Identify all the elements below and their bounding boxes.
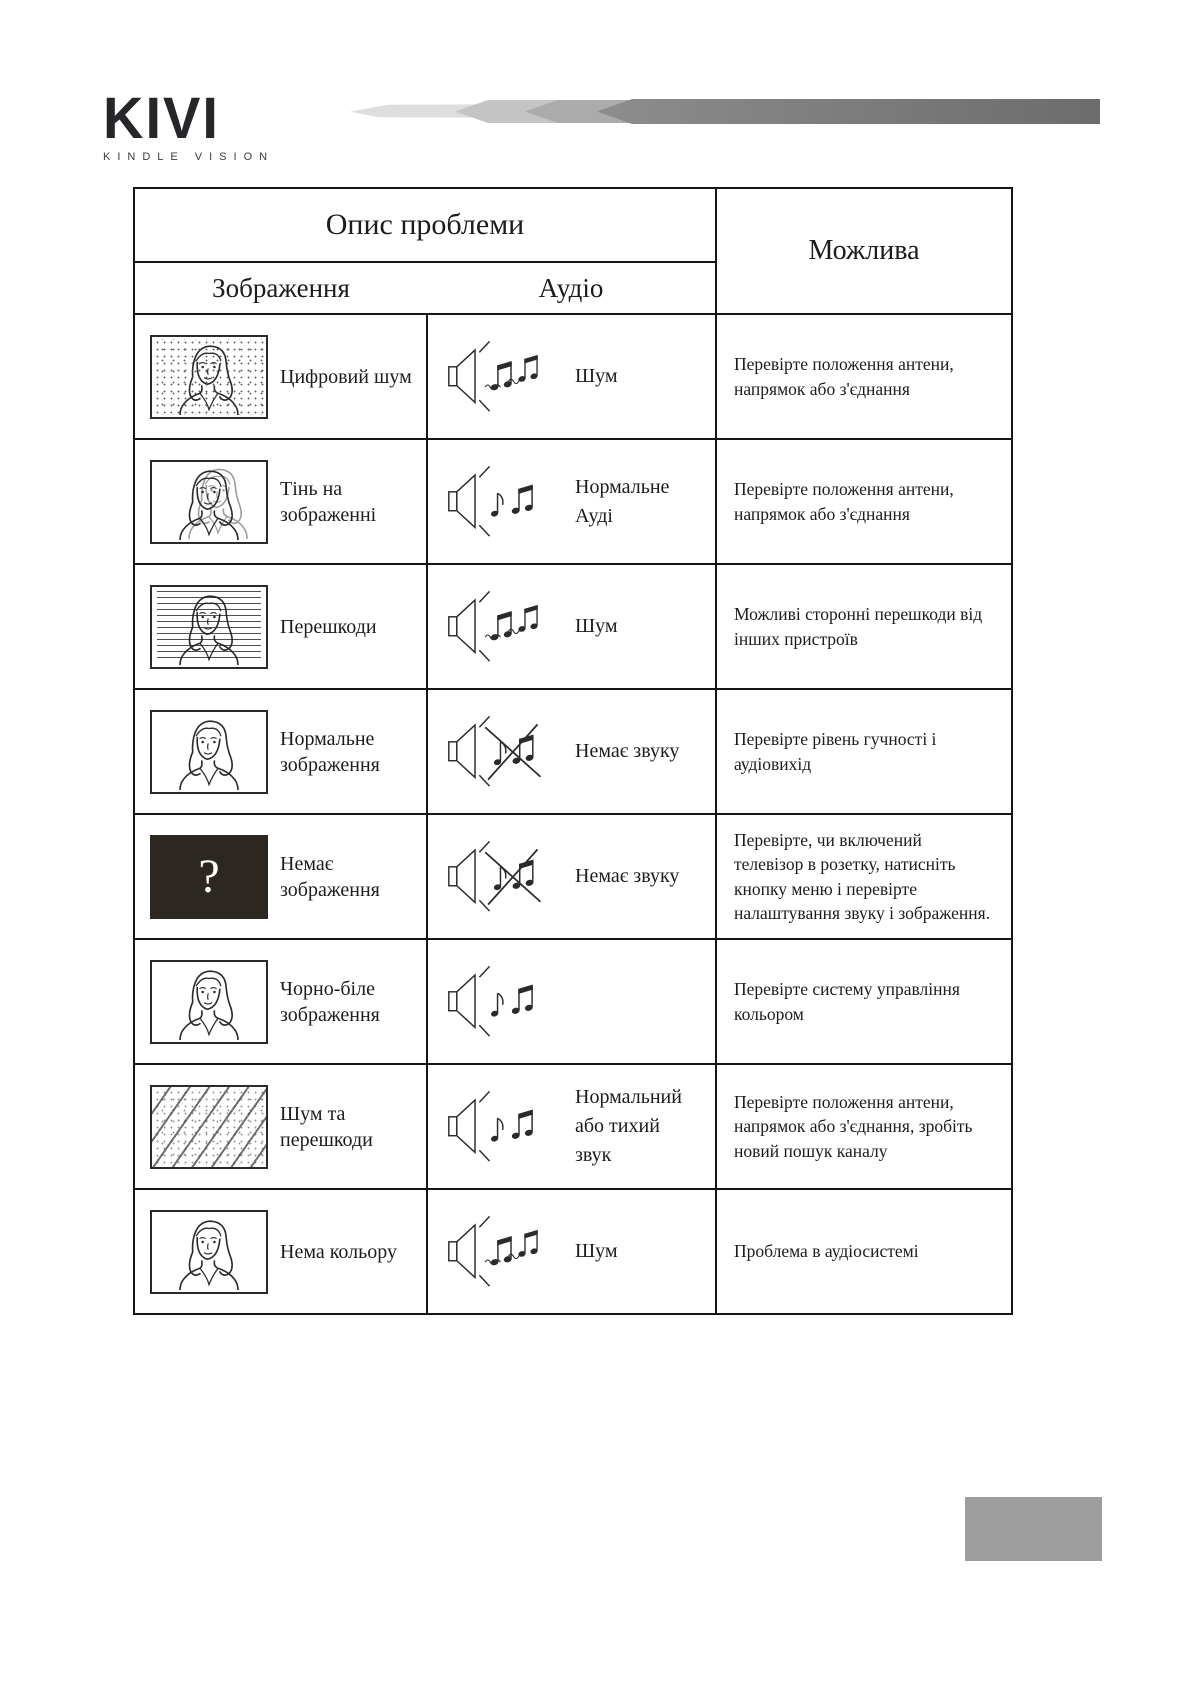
- solution-text: Перевірте, чи включений телевізор в розетку, натисніть кнопку меню і перевірте налаштування звуку і зображення.: [734, 830, 991, 923]
- solution-cell: [716, 939, 1012, 1064]
- possible-solution-header: Можлива: [716, 188, 1012, 314]
- swoosh-main-bar: [597, 99, 1100, 124]
- normal-image-thumbnail: [150, 710, 268, 794]
- speaker-normal-audio-icon: [443, 465, 563, 539]
- portrait-icon: [154, 714, 264, 790]
- solution-text: Перевірте систему управління кольором: [734, 979, 960, 1024]
- image-problem-label: Чорно-біле зображення: [280, 977, 380, 1026]
- audio-problem-cell: [427, 1064, 716, 1189]
- image-problem-cell: [134, 314, 427, 439]
- interference-lines-overlay: [157, 591, 261, 663]
- table-row: [134, 1189, 1012, 1314]
- image-problem-label: Тінь на зображенні: [280, 477, 377, 526]
- solution-text: Перевірте положення антени, напрямок або з'єднання, зробіть новий пошук каналу: [734, 1092, 973, 1161]
- interference-thumbnail: [150, 585, 268, 669]
- problem-description-header: Опис проблеми: [134, 188, 716, 262]
- solution-cell: [716, 1189, 1012, 1314]
- bw-image-thumbnail: [150, 960, 268, 1044]
- audio-problem-cell: [427, 939, 716, 1064]
- speaker-noise-icon: [443, 340, 563, 414]
- image-problem-label: Цифровий шум: [280, 365, 412, 388]
- image-problem-label: Немає зображення: [280, 852, 380, 901]
- image-problem-cell: [134, 939, 427, 1064]
- audio-problem-label: Немає звуку: [575, 865, 680, 887]
- solution-cell: [716, 564, 1012, 689]
- audio-problem-cell: [427, 439, 716, 564]
- speaker-noise-icon: [443, 1215, 563, 1289]
- speaker-quiet-icon: [443, 1090, 563, 1164]
- table-row: [134, 689, 1012, 814]
- audio-problem-cell: [427, 564, 716, 689]
- speaker-normal-audio-icon: [443, 965, 563, 1039]
- image-problem-cell: [134, 564, 427, 689]
- image-problem-cell: [134, 1064, 427, 1189]
- digital-noise-thumbnail: [150, 335, 268, 419]
- noise-overlay: [154, 339, 264, 415]
- audio-problem-label: Нормальне Ауді: [575, 475, 670, 527]
- image-problem-label: Шум та перешкоди: [280, 1102, 373, 1151]
- image-problem-cell: [134, 689, 427, 814]
- image-problem-cell: [134, 814, 427, 939]
- audio-problem-cell: [427, 814, 716, 939]
- solution-text: Проблема в аудіосистемі: [734, 1241, 919, 1262]
- noise-overlay: [154, 1089, 264, 1165]
- audio-problem-cell: [427, 689, 716, 814]
- solution-cell: [716, 689, 1012, 814]
- audio-problem-label: Шум: [575, 1240, 618, 1262]
- solution-cell: [716, 814, 1012, 939]
- footer-gray-block: [965, 1497, 1102, 1561]
- shadow-image-thumbnail: [150, 460, 268, 544]
- no-color-thumbnail: [150, 1210, 268, 1294]
- audio-problem-label: Шум: [575, 615, 618, 637]
- kivi-logo: [103, 84, 275, 163]
- question-mark-icon: ?: [198, 849, 220, 903]
- solution-text: Перевірте положення антени, напрямок або з'єднання: [734, 479, 954, 524]
- image-problem-label: Нормальне зображення: [280, 727, 380, 776]
- audio-problem-label: Немає звуку: [575, 740, 680, 762]
- solution-cell: [716, 314, 1012, 439]
- noise-stripes-thumbnail: [150, 1085, 268, 1169]
- solution-cell: [716, 439, 1012, 564]
- audio-column-header: Аудіо: [427, 262, 716, 314]
- table-row: [134, 564, 1012, 689]
- table-row: [134, 939, 1012, 1064]
- speaker-no-sound-icon: [443, 715, 563, 789]
- troubleshooting-table: [133, 187, 1013, 1315]
- portrait-icon: [154, 964, 264, 1040]
- table-header-row: [134, 188, 1012, 262]
- table-row: [134, 314, 1012, 439]
- table-row: [134, 1064, 1012, 1189]
- solution-text: Перевірте положення антени, напрямок або з'єднання: [734, 354, 954, 399]
- audio-problem-cell: [427, 1189, 716, 1314]
- table-row: [134, 439, 1012, 564]
- speaker-noise-icon: [443, 590, 563, 664]
- kivi-logo-tagline: KINDLE VISION: [103, 151, 275, 163]
- solution-cell: [716, 1064, 1012, 1189]
- audio-problem-label: Нормальний або тихий звук: [575, 1086, 682, 1166]
- solution-text: Можливі сторонні перешкоди від інших пристроїв: [734, 604, 983, 649]
- audio-problem-cell: [427, 314, 716, 439]
- audio-problem-label: Шум: [575, 365, 618, 387]
- portrait-icon: [154, 1214, 264, 1290]
- image-problem-cell: [134, 439, 427, 564]
- image-problem-label: Перешкоди: [280, 615, 377, 638]
- no-image-thumbnail: [150, 835, 268, 919]
- solution-text: Перевірте рівень гучності і аудіовихід: [734, 729, 937, 774]
- speaker-no-sound-icon: [443, 840, 563, 914]
- image-problem-cell: [134, 1189, 427, 1314]
- image-problem-label: Нема кольору: [280, 1240, 397, 1263]
- image-column-header: Зображення: [134, 262, 427, 314]
- table-row: [134, 814, 1012, 939]
- kivi-logo-text: KIVI: [103, 84, 220, 151]
- portrait-shadow-icon: [154, 464, 264, 540]
